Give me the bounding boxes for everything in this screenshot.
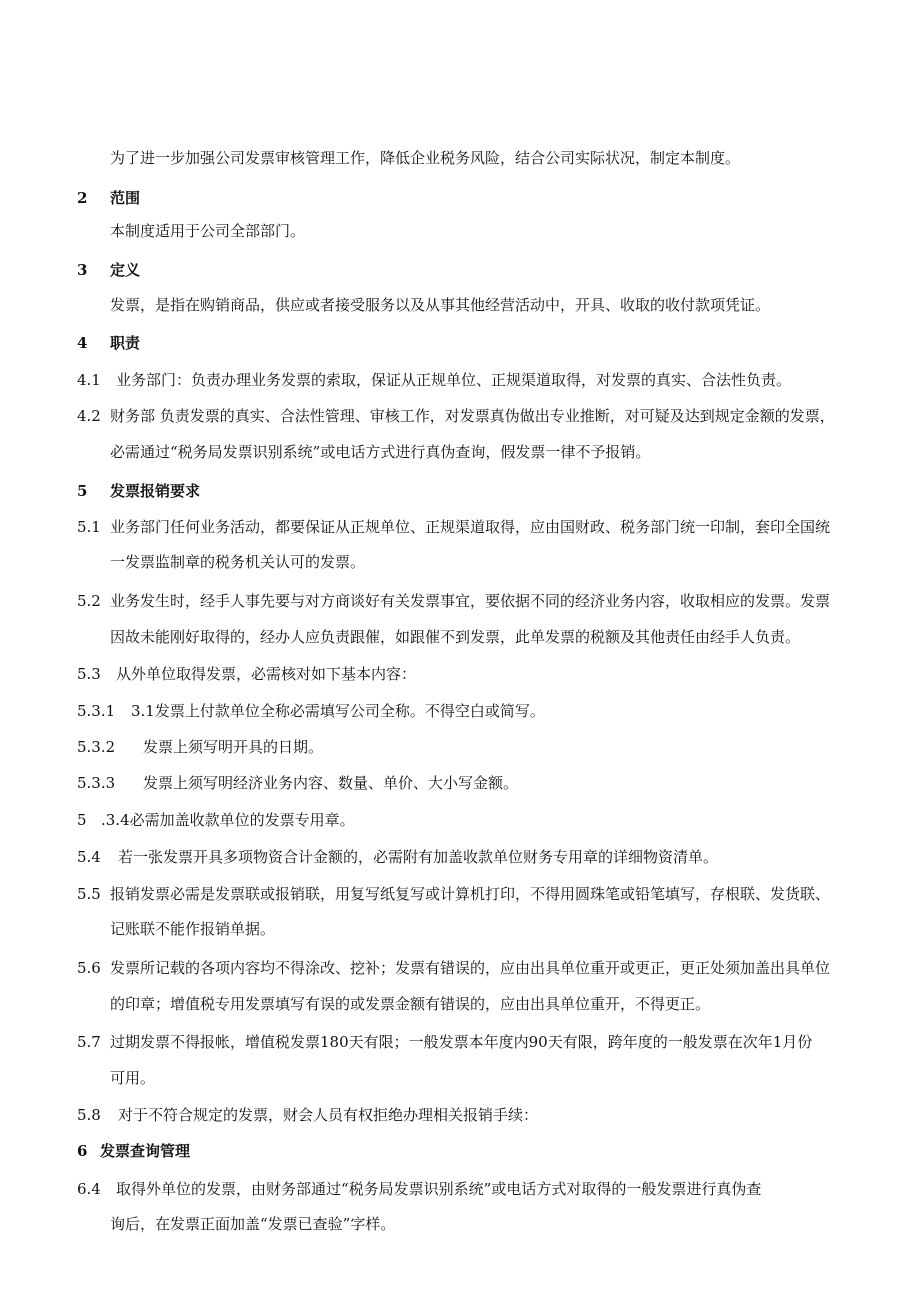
section-4-number: 4: [77, 334, 88, 352]
section-6-title: 发票查询管理: [100, 1142, 191, 1160]
section-5-number: 5: [77, 482, 88, 500]
item-5-3-text: 从外单位取得发票，必需核对如下基本内容：: [116, 665, 417, 683]
item-5-3-2-number: 5.3.2: [77, 738, 116, 756]
section-5-title: 发票报销要求: [110, 482, 201, 500]
item-4-2-line1: 财务部 负责发票的真实、合法性管理、审核工作，对发票真伪做出专业推断，对可疑及达到规定金额的发票，: [110, 407, 835, 425]
item-5-2-line1: 业务发生时，经手人事先要与对方商谈好有关发票事宜，要依据不同的经济业务内容，收取相应的发票。发票: [110, 592, 831, 610]
item-5-2-line2: 因故未能刚好取得的，经办人应负责跟催，如跟催不到发票，此单发票的税额及其他责任由经手人负责。: [110, 628, 801, 646]
item-5-3-4-text: .3.4必需加盖收款单位的发票专用章。: [101, 811, 355, 829]
item-5-3-1-text: 3.1发票上付款单位全称必需填写公司全称。不得空白或简写。: [131, 702, 545, 720]
item-6-4-line2: 询后，在发票正面加盖“发票已查验”字样。: [110, 1215, 396, 1233]
section-2-body: 本制度适用于公司全部部门。: [110, 222, 306, 240]
item-5-1-line1: 业务部门任何业务活动，都要保证从正规单位、正规渠道取得，应由国财政、税务部门统一印制，套印全国统: [110, 518, 831, 536]
item-5-5-number: 5.5: [77, 885, 101, 903]
section-3-title: 定义: [110, 261, 141, 279]
item-5-1-line2: 一发票监制章的税务机关认可的发票。: [110, 553, 366, 571]
section-4-title: 职责: [110, 334, 141, 352]
item-4-2-line2: 必需通过“税务局发票识别系统”或电话方式进行真伪查询，假发票一律不予报销。: [110, 443, 651, 461]
item-5-6-line2: 的印章；增值税专用发票填写有误的或发票金额有错误的，应由出具单位重开，不得更正。: [110, 995, 711, 1013]
item-4-1-number: 4.1: [77, 371, 101, 389]
item-5-7-number: 5.7: [77, 1033, 101, 1051]
item-5-1-number: 5.1: [77, 518, 101, 536]
item-5-6-number: 5.6: [77, 959, 101, 977]
item-5-3-4-number: 5: [77, 811, 87, 829]
section-2-number: 2: [77, 189, 88, 207]
item-4-2-number: 4.2: [77, 407, 101, 425]
item-6-4-line1: 取得外单位的发票，由财务部通过“税务局发票识别系统”或电话方式对取得的一般发票进行真伪查: [116, 1180, 762, 1198]
item-5-4-text: 若一张发票开具多项物资合计金额的，必需附有加盖收款单位财务专用章的详细物资清单。: [118, 848, 719, 866]
section-3-number: 3: [77, 261, 88, 279]
item-4-1-text: 业务部门：负责办理业务发票的索取，保证从正规单位、正规渠道取得，对发票的真实、合法性负责。: [116, 371, 792, 389]
item-5-5-line1: 报销发票必需是发票联或报销联，用复写纸复写或计算机打印，不得用圆珠笔或铅笔填写，存根联、发货联、: [110, 885, 831, 903]
item-5-6-line1: 发票所记载的各项内容均不得涂改、挖补；发票有错误的，应由出具单位重开或更正，更正处须加盖出具单位: [110, 959, 831, 977]
item-5-2-number: 5.2: [77, 592, 101, 610]
item-5-3-3-text: 发票上须写明经济业务内容、数量、单价、大小写金额。: [143, 774, 519, 792]
item-5-4-number: 5.4: [77, 848, 101, 866]
section-2-title: 范围: [110, 189, 141, 207]
item-5-3-3-number: 5.3.3: [77, 774, 116, 792]
item-5-5-line2: 记账联不能作报销单据。: [110, 920, 276, 938]
item-5-8-text: 对于不符合规定的发票，财会人员有权拒绝办理相关报销手续：: [118, 1106, 539, 1124]
item-5-3-2-text: 发票上须写明开具的日期。: [143, 738, 324, 756]
item-5-7-line1: 过期发票不得报帐，增值税发票180天有限；一般发票本年度内90天有限，跨年度的一般发票在次年1月份: [110, 1033, 813, 1051]
item-5-8-number: 5.8: [77, 1106, 101, 1124]
section-6-number: 6: [77, 1142, 88, 1160]
item-6-4-number: 6.4: [77, 1180, 101, 1198]
item-5-3-1-number: 5.3.1: [77, 702, 116, 720]
intro-paragraph: 为了进一步加强公司发票审核管理工作，降低企业税务风险，结合公司实际状况，制定本制度。: [110, 149, 741, 167]
section-3-body: 发票，是指在购销商品，供应或者接受服务以及从事其他经营活动中，开具、收取的收付款项凭证。: [110, 296, 771, 314]
item-5-7-line2: 可用。: [110, 1069, 156, 1087]
item-5-3-number: 5.3: [77, 665, 101, 683]
